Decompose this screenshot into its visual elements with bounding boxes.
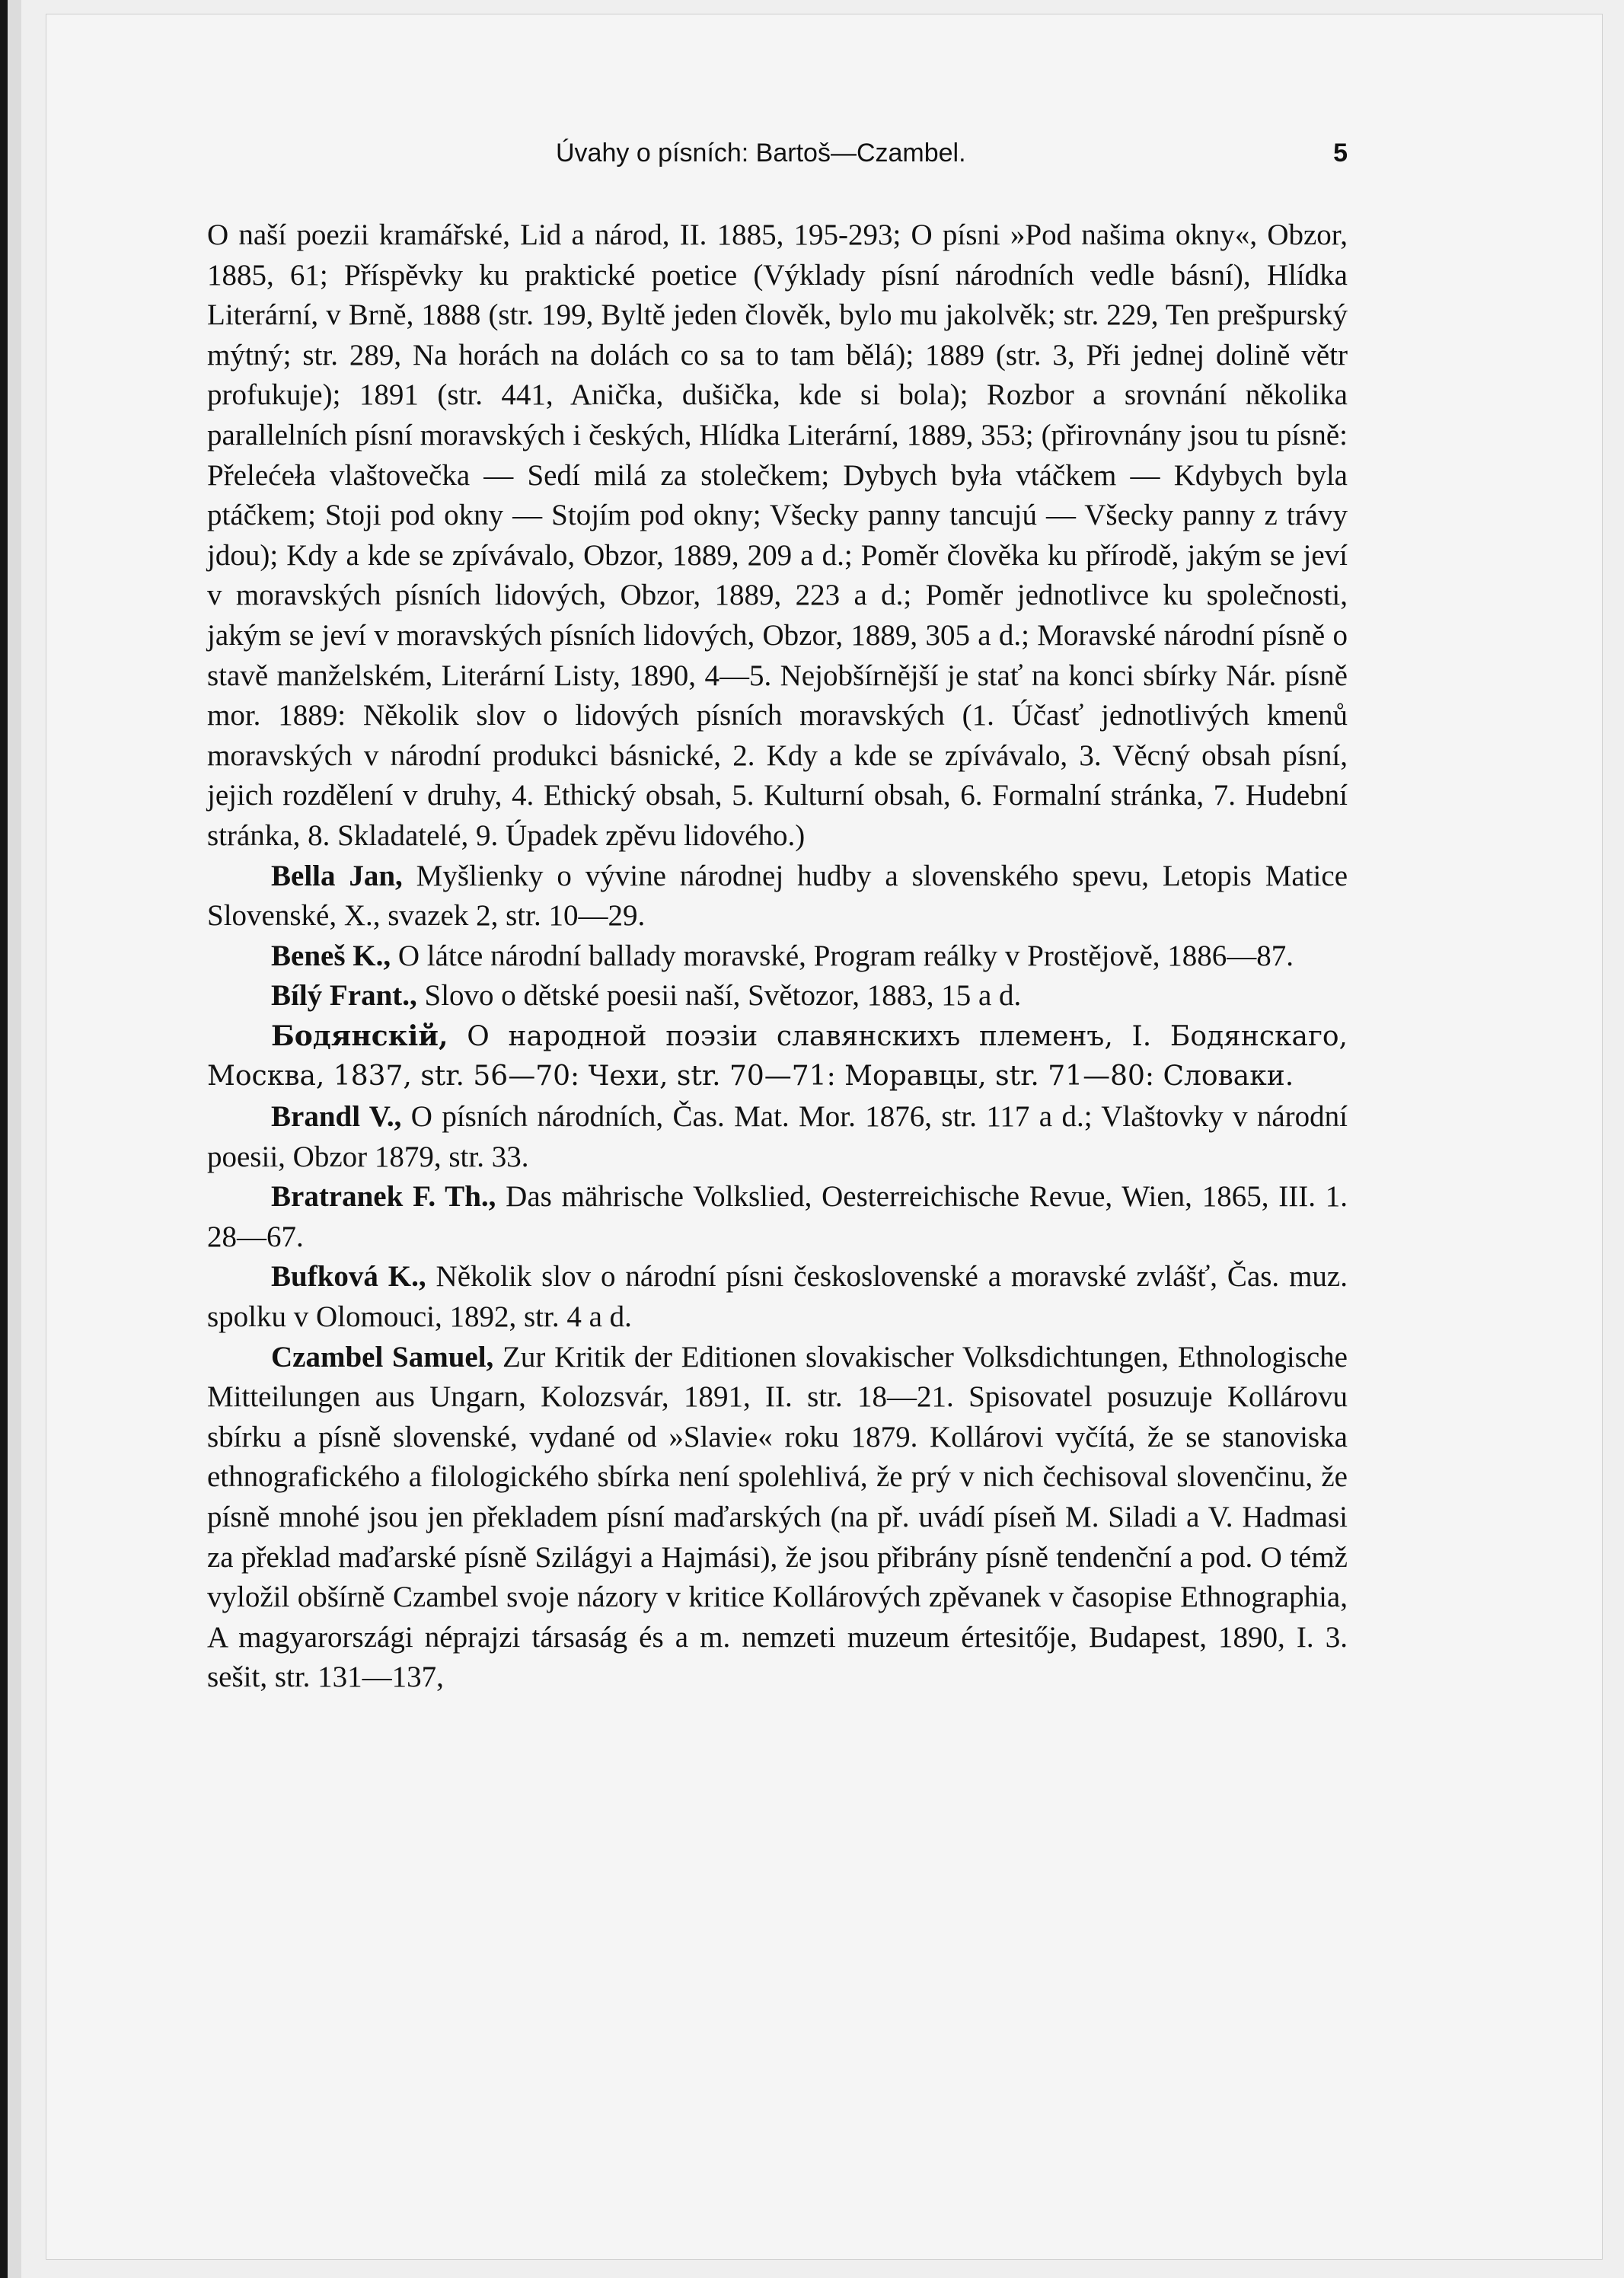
paragraph-continuation: O naší poezii kramářské, Lid a národ, II. 1885, 195-293; O písni »Pod našima okny«, Obzor, 1885, 61; Příspěvky ku praktické poetice (Výklady písní národních vedle básní), Hlídka Literární, v Brně, 1888 (str. 199, Byltě jeden člověk, bylo mu jakolvěk; str. 229, Ten prešpurský mýtný; str. 289, Na horách na dolách co sa to tam bělá); 1889 (str. 3, Při jednej dolině větr profukuje); 1891 (str. 441, Anička, dušička, kde si bola); Rozbor a srovnání několika parallelních písní moravských i českých, Hlídka Literární, 1889, 353; (přirovnány jsou tu písně: Přelećeła vlaštovečka — Sedí milá za stolečkem; Dybych była vtáčkem — Kdybych byla ptáčkem; Stoji pod okny — Stojím pod okny; Všecky panny tancujú — Všecky panny z trávy jdou); Kdy a kde se zpívávalo, Obzor, 1889, 209 a d.; Poměr člověka ku přírodě, jakým se jeví v moravských písních lidových, Obzor, 1889, 223 a d.; Poměr jednotlivce ku společnosti, jakým se jeví v moravských písních lidových, Obzor, 1889, 305 a d.; Moravské národní písně o stavě manželském, Literární Listy, 1890, 4—5. Nejobšírnější je stať na konci sbírky Nár. písně mor. 1889: Několik slov o lidových písních moravských (1. Účasť jednotlivých kmenů moravských v národní produkci básnické, 2. Kdy a kde se zpívávalo, 3. Věcný obsah písní, jejich rozdělení v druhy, 4. Ethický obsah, 5. Kulturní obsah, 6. Formalní stránka, 7. Hudební stránka, 8. Skladatelé, 9. Úpadek zpěvu lidového.) bbox=[207, 219, 1348, 852]
page-number: 5 bbox=[1333, 139, 1348, 168]
entry-text: Myšlienky o vývine národnej hudby a slovenského spevu, Letopis Matice Slovenské, X., svazek 2, str. 10—29. bbox=[207, 859, 1348, 933]
entry-text: O látce národní ballady moravské, Program reálky v Prostějově, 1886—87. bbox=[391, 939, 1294, 972]
bibliography-entry bbox=[207, 857, 1348, 936]
entry-author: Bella Jan, bbox=[271, 859, 403, 892]
entry-author: Bílý Frant., bbox=[271, 979, 417, 1013]
bibliography-entry bbox=[207, 1016, 1348, 1097]
scan-left-edge bbox=[0, 0, 8, 2278]
entry-text: Několik slov o národní písni československé a moravské zvlášť, Čas. muz. spolku v Olomouci, 1892, str. 4 a d. bbox=[207, 1260, 1348, 1334]
bibliography-entry bbox=[207, 1177, 1348, 1257]
page-header bbox=[206, 139, 1348, 177]
scan-gutter bbox=[8, 0, 21, 2278]
entry-author: Beneš K., bbox=[271, 939, 391, 972]
entry-author: Bratranek F. Th., bbox=[271, 1180, 496, 1214]
entry-author: Czambel Samuel, bbox=[271, 1340, 494, 1374]
entry-text: О народной поэзіи славянскихъ племенъ, I. Бодянскаго, Москва, 1837, str. 56—70: Чехи, str. 70—71: Моравцы, str. 71—80: Словаки. bbox=[207, 1020, 1348, 1093]
page-body bbox=[207, 215, 1348, 1698]
entry-text: Das mährische Volkslied, Oesterreichische Revue, Wien, 1865, III. 1. 28—67. bbox=[207, 1180, 1348, 1253]
running-title: Úvahy o písních: Bartoš—Czambel. bbox=[556, 139, 966, 168]
entry-text: O písních národních, Čas. Mat. Mor. 1876, str. 117 a d.; Vlaštovky v národní poesii, Obzor 1879, str. 33. bbox=[207, 1100, 1348, 1173]
entry-author: Bufková K., bbox=[271, 1260, 426, 1294]
entry-author: Бодянскій, bbox=[271, 1019, 448, 1052]
bibliography-entry bbox=[207, 936, 1348, 977]
bibliography-entry bbox=[207, 976, 1348, 1016]
entry-text: Slovo o dětské poesii naší, Světozor, 1883, 15 a d. bbox=[416, 979, 1022, 1013]
entry-text: Zur Kritik der Editionen slovakischer Volksdichtungen, Ethnologische Mitteilungen aus Ungarn, Kolozsvár, 1891, II. str. 18—21. Spisovatel posuzuje Kollárovu sbírku a písně slovenské, vydané od »Slavie« roku 1879. Kollárovi vyčítá, že se stanoviska ethnografického a filologického sbírka není spolehlivá, že prý v nich čechisoval slovenčinu, že písně mnohé jsou jen překladem písní maďarských (na př. uvádí píseň M. Siladi a V. Hadmasi za překlad maďarské písně Szilágyi a Hajmási), že jsou přibrány písně tendenční a pod. O témž vyložil obšírně Czambel svoje názory v kritice Kollárových zpěvanek v časopise Ethnographia, A magyarországi néprajzi társaság és a m. nemzeti muzeum értesitője, Budapest, 1890, I. 3. sešit, str. 131—137, bbox=[207, 1340, 1348, 1694]
bibliography-entry bbox=[207, 1257, 1348, 1337]
entry-author: Brandl V., bbox=[271, 1100, 402, 1134]
bibliography-entry bbox=[207, 1338, 1348, 1698]
bibliography-entry bbox=[207, 1097, 1348, 1177]
